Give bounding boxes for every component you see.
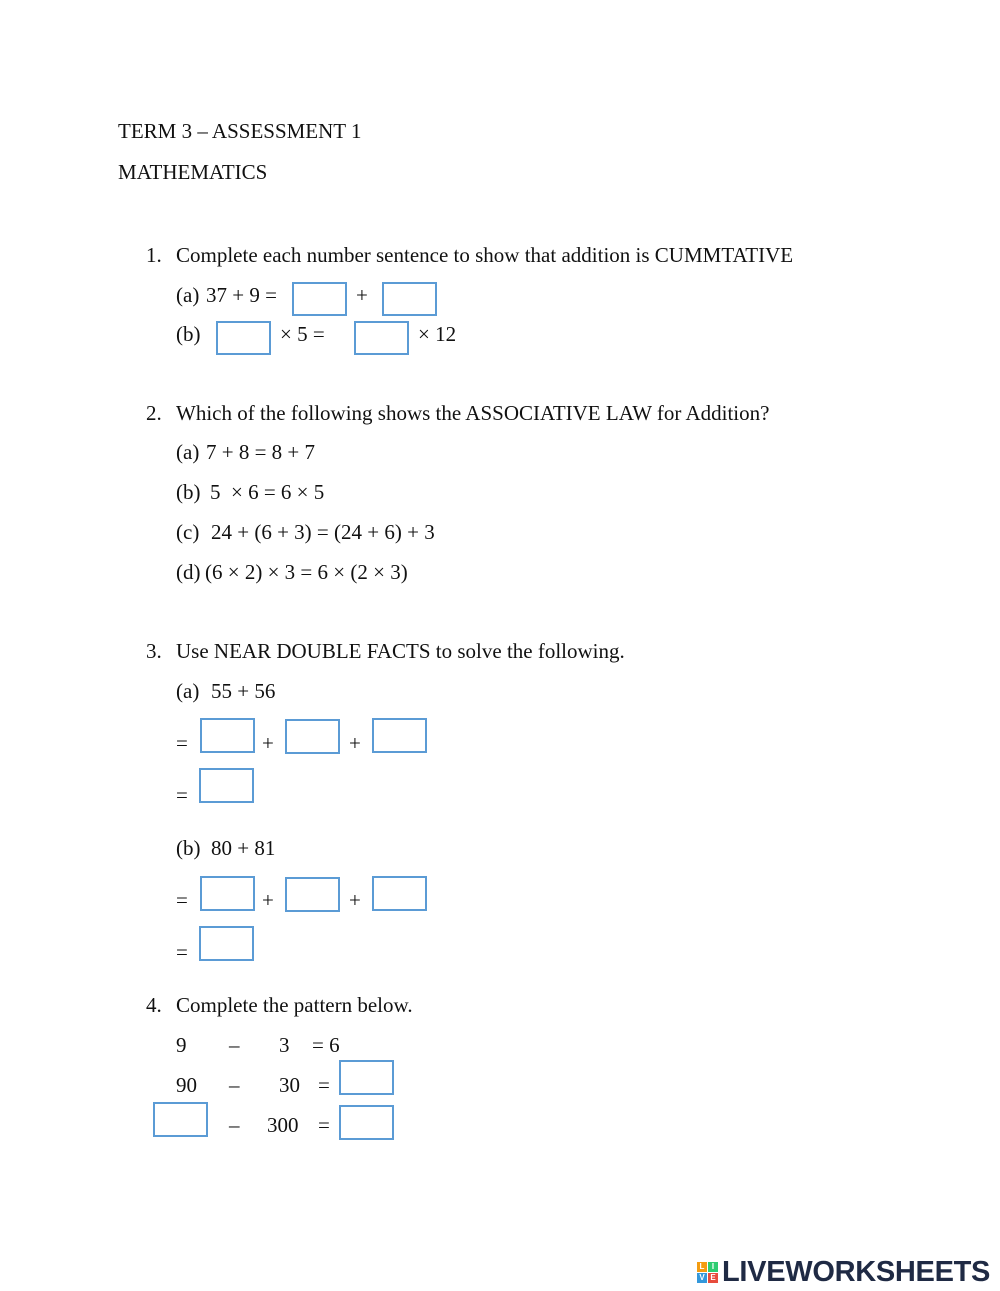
logo-letter-e: E bbox=[708, 1273, 718, 1283]
q3b-label: (b) bbox=[176, 836, 201, 860]
q4-row1-value-1: 9 bbox=[176, 1033, 187, 1057]
q3a-label: (a) bbox=[176, 679, 200, 703]
q4-row3-answer-box-2[interactable] bbox=[339, 1105, 394, 1140]
q4-row2-minus: – bbox=[229, 1073, 240, 1097]
q1b-answer-box-1[interactable] bbox=[216, 321, 271, 355]
q3a-answer-box-4[interactable] bbox=[199, 768, 254, 803]
q1a-answer-box-2[interactable] bbox=[382, 282, 437, 316]
q1a-label: (a) bbox=[176, 283, 200, 307]
q3a-plus-1: + bbox=[262, 731, 274, 755]
q3-prompt: Use NEAR DOUBLE FACTS to solve the following. bbox=[176, 639, 625, 663]
q4-row3-value: 300 bbox=[267, 1113, 299, 1137]
q3a-expression: 55 + 56 bbox=[211, 679, 276, 703]
q3b-equals-1: = bbox=[176, 888, 188, 912]
q3b-answer-box-3[interactable] bbox=[372, 876, 427, 911]
q3b-expression: 80 + 81 bbox=[211, 836, 276, 860]
q1b-label: (b) bbox=[176, 322, 201, 346]
q3b-answer-box-4[interactable] bbox=[199, 926, 254, 961]
q3a-answer-box-3[interactable] bbox=[372, 718, 427, 753]
q2-option-b-label: (b) bbox=[176, 480, 201, 504]
liveworksheets-logo-icon bbox=[697, 1262, 718, 1283]
q1-prompt: Complete each number sentence to show that addition is CUMMTATIVE bbox=[176, 243, 794, 267]
q1a-answer-box-1[interactable] bbox=[292, 282, 347, 316]
q1a-plus: + bbox=[356, 283, 368, 307]
q2-prompt: Which of the following shows the ASSOCIATIVE LAW for Addition? bbox=[176, 401, 770, 425]
q4-row2-value-1: 90 bbox=[176, 1073, 197, 1097]
q3a-answer-box-1[interactable] bbox=[200, 718, 255, 753]
q4-row3-minus: – bbox=[229, 1113, 240, 1137]
q1b-answer-box-2[interactable] bbox=[354, 321, 409, 355]
q2-number: 2. bbox=[146, 401, 162, 425]
q2-option-d-label: (d) bbox=[176, 560, 201, 584]
q1a-expression: 37 + 9 = bbox=[206, 283, 277, 307]
q3-number: 3. bbox=[146, 639, 162, 663]
q2-option-a-label: (a) bbox=[176, 440, 200, 464]
logo-letter-i: I bbox=[708, 1262, 718, 1272]
q4-row2-answer-box[interactable] bbox=[339, 1060, 394, 1095]
liveworksheets-logo[interactable] bbox=[697, 1256, 990, 1288]
q4-row1-value-2: 3 bbox=[279, 1033, 290, 1057]
liveworksheets-logo-text: LIVEWORKSHEETS bbox=[722, 1255, 991, 1288]
q3b-answer-box-1[interactable] bbox=[200, 876, 255, 911]
q4-prompt: Complete the pattern below. bbox=[176, 993, 413, 1017]
q3a-equals-1: = bbox=[176, 731, 188, 755]
q2-option-b-text[interactable]: 5 × 6 = 6 × 5 bbox=[210, 480, 325, 504]
q4-row2-value-2: 30 bbox=[279, 1073, 300, 1097]
subject-title: MATHEMATICS bbox=[118, 160, 268, 184]
q4-row1-minus: – bbox=[229, 1033, 240, 1057]
q3a-equals-2: = bbox=[176, 783, 188, 807]
q4-row3-answer-box-1[interactable] bbox=[153, 1102, 208, 1137]
q2-option-d-text[interactable]: (6 × 2) × 3 = 6 × (2 × 3) bbox=[205, 560, 408, 584]
q3b-plus-2: + bbox=[349, 888, 361, 912]
q4-number: 4. bbox=[146, 993, 162, 1017]
q4-row1-result: = 6 bbox=[312, 1033, 340, 1057]
q3b-plus-1: + bbox=[262, 888, 274, 912]
q4-row3-equals: = bbox=[318, 1113, 330, 1137]
q3a-plus-2: + bbox=[349, 731, 361, 755]
q2-option-c-label: (c) bbox=[176, 520, 200, 544]
q3b-equals-2: = bbox=[176, 940, 188, 964]
q2-option-c-text[interactable]: 24 + (6 + 3) = (24 + 6) + 3 bbox=[211, 520, 435, 544]
q1b-times-5: × 5 = bbox=[280, 322, 325, 346]
q4-row2-equals: = bbox=[318, 1073, 330, 1097]
assessment-title: TERM 3 – ASSESSMENT 1 bbox=[118, 119, 362, 143]
q1-number: 1. bbox=[146, 243, 162, 267]
logo-letter-l: L bbox=[697, 1262, 707, 1272]
q3a-answer-box-2[interactable] bbox=[285, 719, 340, 754]
q1b-times-12: × 12 bbox=[418, 322, 457, 346]
q3b-answer-box-2[interactable] bbox=[285, 877, 340, 912]
logo-letter-v: V bbox=[697, 1273, 707, 1283]
q2-option-a-text[interactable]: 7 + 8 = 8 + 7 bbox=[206, 440, 316, 464]
